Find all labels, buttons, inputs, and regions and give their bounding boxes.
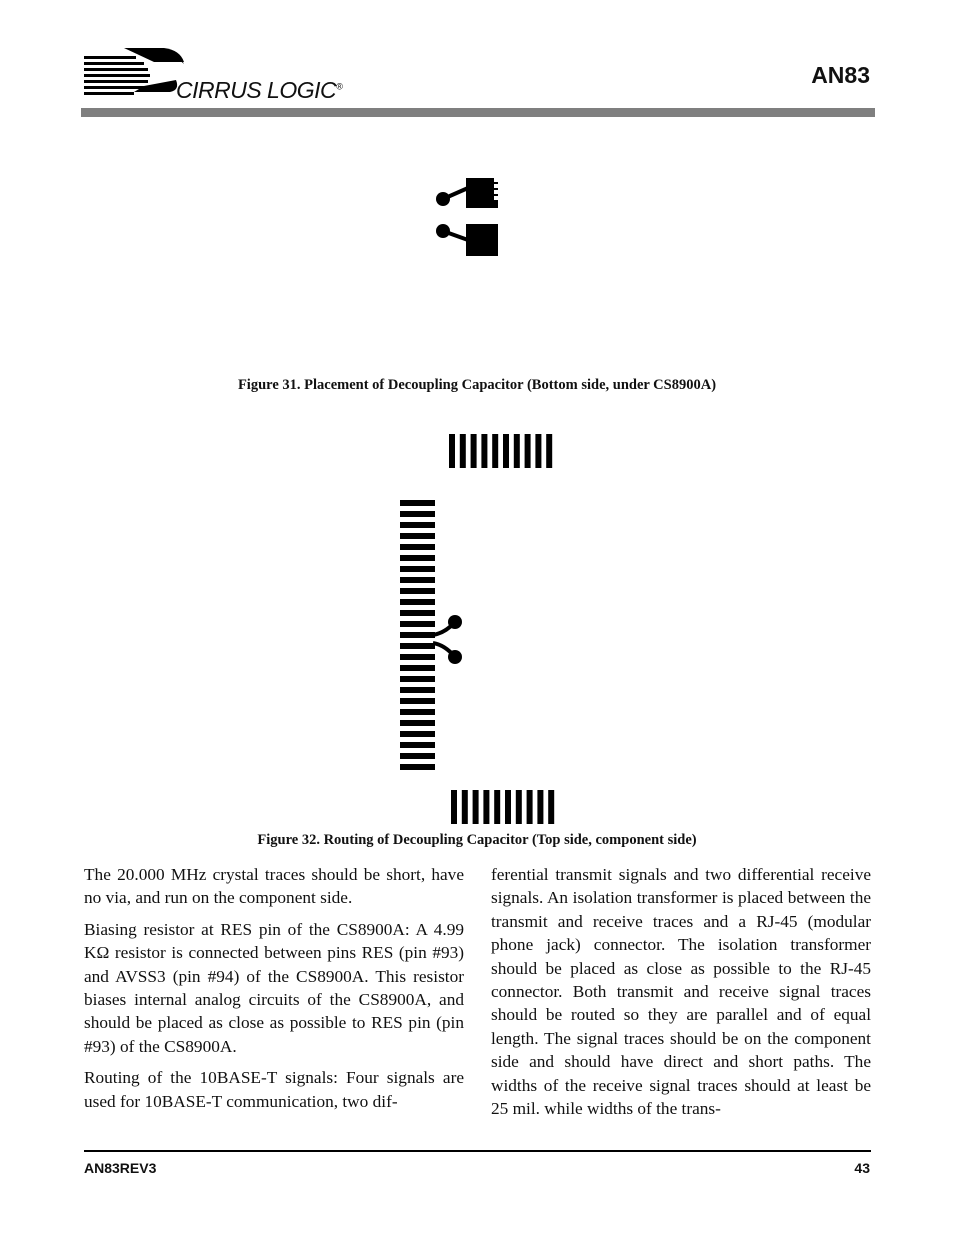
paragraph: Biasing resistor at RES pin of the CS8900A: A 4.99 KΩ resistor is connected between pins RES (pin #93) and AVSS3 (pin #94) of the CS8900A. This resistor biases internal analog circuits of the CS8900A, and should be placed as close as possible to RES pin (pin #93) of the CS8900A. — [84, 919, 464, 1056]
pin — [514, 434, 520, 468]
pin — [483, 790, 489, 824]
pin — [473, 790, 479, 824]
pin — [462, 790, 468, 824]
paragraph: The 20.000 MHz crystal traces should be short, have no via, and run on the component side. — [84, 865, 464, 908]
pin — [527, 790, 533, 824]
revision-label: AN83REV3 — [84, 1160, 157, 1176]
pin — [451, 790, 457, 824]
pin — [400, 500, 435, 506]
pin — [400, 643, 435, 649]
pin — [400, 599, 435, 605]
pin — [400, 753, 435, 759]
brand-name: CIRRUS LOGIC® — [176, 77, 343, 103]
figure-32-caption: Figure 32. Routing of Decoupling Capacitor (Top side, component side) — [257, 832, 697, 848]
side-pin-column — [400, 500, 435, 770]
pin — [400, 698, 435, 704]
pin — [400, 709, 435, 715]
body-right-column — [491, 863, 871, 1128]
figure-31-caption: Figure 31. Placement of Decoupling Capacitor (Bottom side, under CS8900A) — [237, 377, 717, 393]
pin — [525, 434, 531, 468]
pin — [400, 676, 435, 682]
footer-rule — [84, 1150, 871, 1152]
pin — [400, 687, 435, 693]
pin — [400, 511, 435, 517]
pin — [400, 555, 435, 561]
pin — [400, 632, 435, 638]
body-left-column — [84, 863, 464, 1113]
pin — [400, 665, 435, 671]
pin — [546, 434, 552, 468]
document-id: AN83 — [811, 62, 870, 88]
pin — [460, 434, 466, 468]
pin — [400, 731, 435, 737]
header-rule — [81, 108, 875, 117]
pin — [449, 434, 455, 468]
pin — [400, 742, 435, 748]
page-number: 43 — [854, 1160, 870, 1176]
pin — [481, 434, 487, 468]
figure-31-diagram — [428, 172, 508, 262]
paragraph: ferential transmit signals and two differential receive signals. An isolation transformer is placed between the transmit and receive traces and a RJ-45 (modular phone jack) connector. The isolation transformer should be placed as close as possible to the RJ-45 connector. Both transmit and receive signal traces should be routed so they are parallel and of equal length. The signal traces should be on the component side and should have direct and short paths. The widths of the receive signal traces should at least be 25 mil. while widths of the trans- — [491, 865, 871, 1119]
pin — [400, 522, 435, 528]
pin — [537, 790, 543, 824]
pin — [471, 434, 477, 468]
pin — [503, 434, 509, 468]
bottom-pin-row — [451, 790, 554, 824]
pin — [400, 764, 435, 770]
pin — [400, 566, 435, 572]
pin — [400, 544, 435, 550]
pin — [400, 577, 435, 583]
pin — [535, 434, 541, 468]
paragraph: Routing of the 10BASE-T signals: Four signals are used for 10BASE-T communication, two dif- — [84, 1068, 464, 1111]
pin — [400, 588, 435, 594]
pin — [492, 434, 498, 468]
pin — [548, 790, 554, 824]
pin — [400, 533, 435, 539]
pin — [494, 790, 500, 824]
pin — [516, 790, 522, 824]
pin — [400, 621, 435, 627]
pin — [505, 790, 511, 824]
pin — [400, 610, 435, 616]
top-pin-row — [449, 434, 552, 468]
figure-32-diagram — [395, 428, 565, 828]
pin — [400, 720, 435, 726]
pin — [400, 654, 435, 660]
